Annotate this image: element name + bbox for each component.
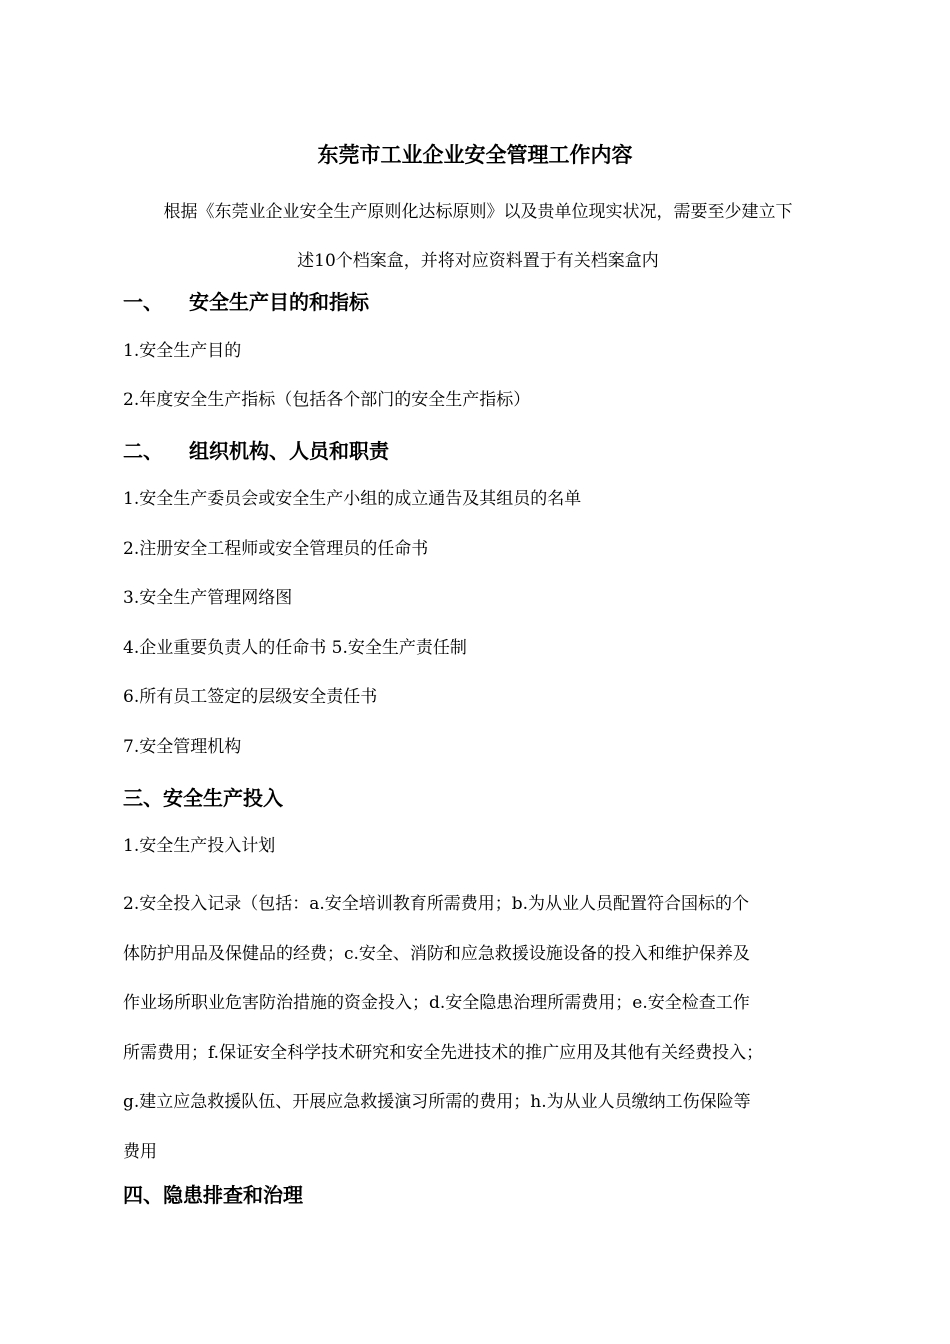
list-item: 2.注册安全工程师或安全管理员的任命书: [123, 539, 429, 559]
intro-line: 述10个档案盒，并将对应资料置于有关档案盒内: [297, 251, 659, 271]
paragraph-line: 2.安全投入记录（包括：a.安全培训教育所需费用；b.为从业人员配置符合国标的个: [123, 894, 750, 914]
section-heading-2: [123, 436, 389, 466]
paragraph-line: 作业场所职业危害防治措施的资金投入；d.安全隐患治理所需费用；e.安全检查工作: [123, 993, 750, 1014]
list-item: 6.所有员工签定的层级安全责任书: [123, 687, 378, 707]
list-item: 2.年度安全生产指标（包括各个部门的安全生产指标）: [123, 390, 531, 410]
list-item: 4.企业重要负责人的任命书 5.安全生产责任制: [123, 638, 467, 658]
list-item: 3.安全生产管理网络图: [123, 588, 293, 608]
paragraph-line: 费用: [123, 1141, 157, 1162]
section-number: 二、: [123, 439, 163, 463]
section-heading-1: [123, 287, 369, 317]
section-title: 安全生产目的和指标: [189, 290, 369, 314]
paragraph-line: g.建立应急救援队伍、开展应急救援演习所需的费用；h.为从业人员缴纳工伤保险等: [123, 1092, 751, 1113]
section-heading-4: 四、隐患排查和治理: [123, 1183, 303, 1207]
list-item: 1.安全生产目的: [123, 341, 242, 361]
section-heading-3: 三、安全生产投入: [123, 786, 283, 810]
intro-line: 根据《东莞业企业安全生产原则化达标原则》以及贵单位现实状况，需要至少建立下: [163, 202, 793, 222]
paragraph-line: 所需费用；f.保证安全科学技术研究和安全先进技术的推广应用及其他有关经费投入；: [123, 1042, 764, 1063]
list-item: 1.安全生产委员会或安全生产小组的成立通告及其组员的名单: [123, 489, 582, 509]
paragraph-line: 体防护用品及保健品的经费；c.安全、消防和应急救援设施设备的投入和维护保养及: [123, 943, 750, 964]
document-title: 东莞市工业企业安全管理工作内容: [317, 142, 633, 167]
section-title: 组织机构、人员和职责: [189, 439, 389, 463]
investment-record-paragraph: [123, 880, 843, 1178]
intro-paragraph: [123, 188, 833, 286]
list-item: 1.安全生产投入计划: [123, 836, 276, 856]
section-number: 一、: [123, 290, 163, 314]
list-item: 7.安全管理机构: [123, 737, 242, 757]
